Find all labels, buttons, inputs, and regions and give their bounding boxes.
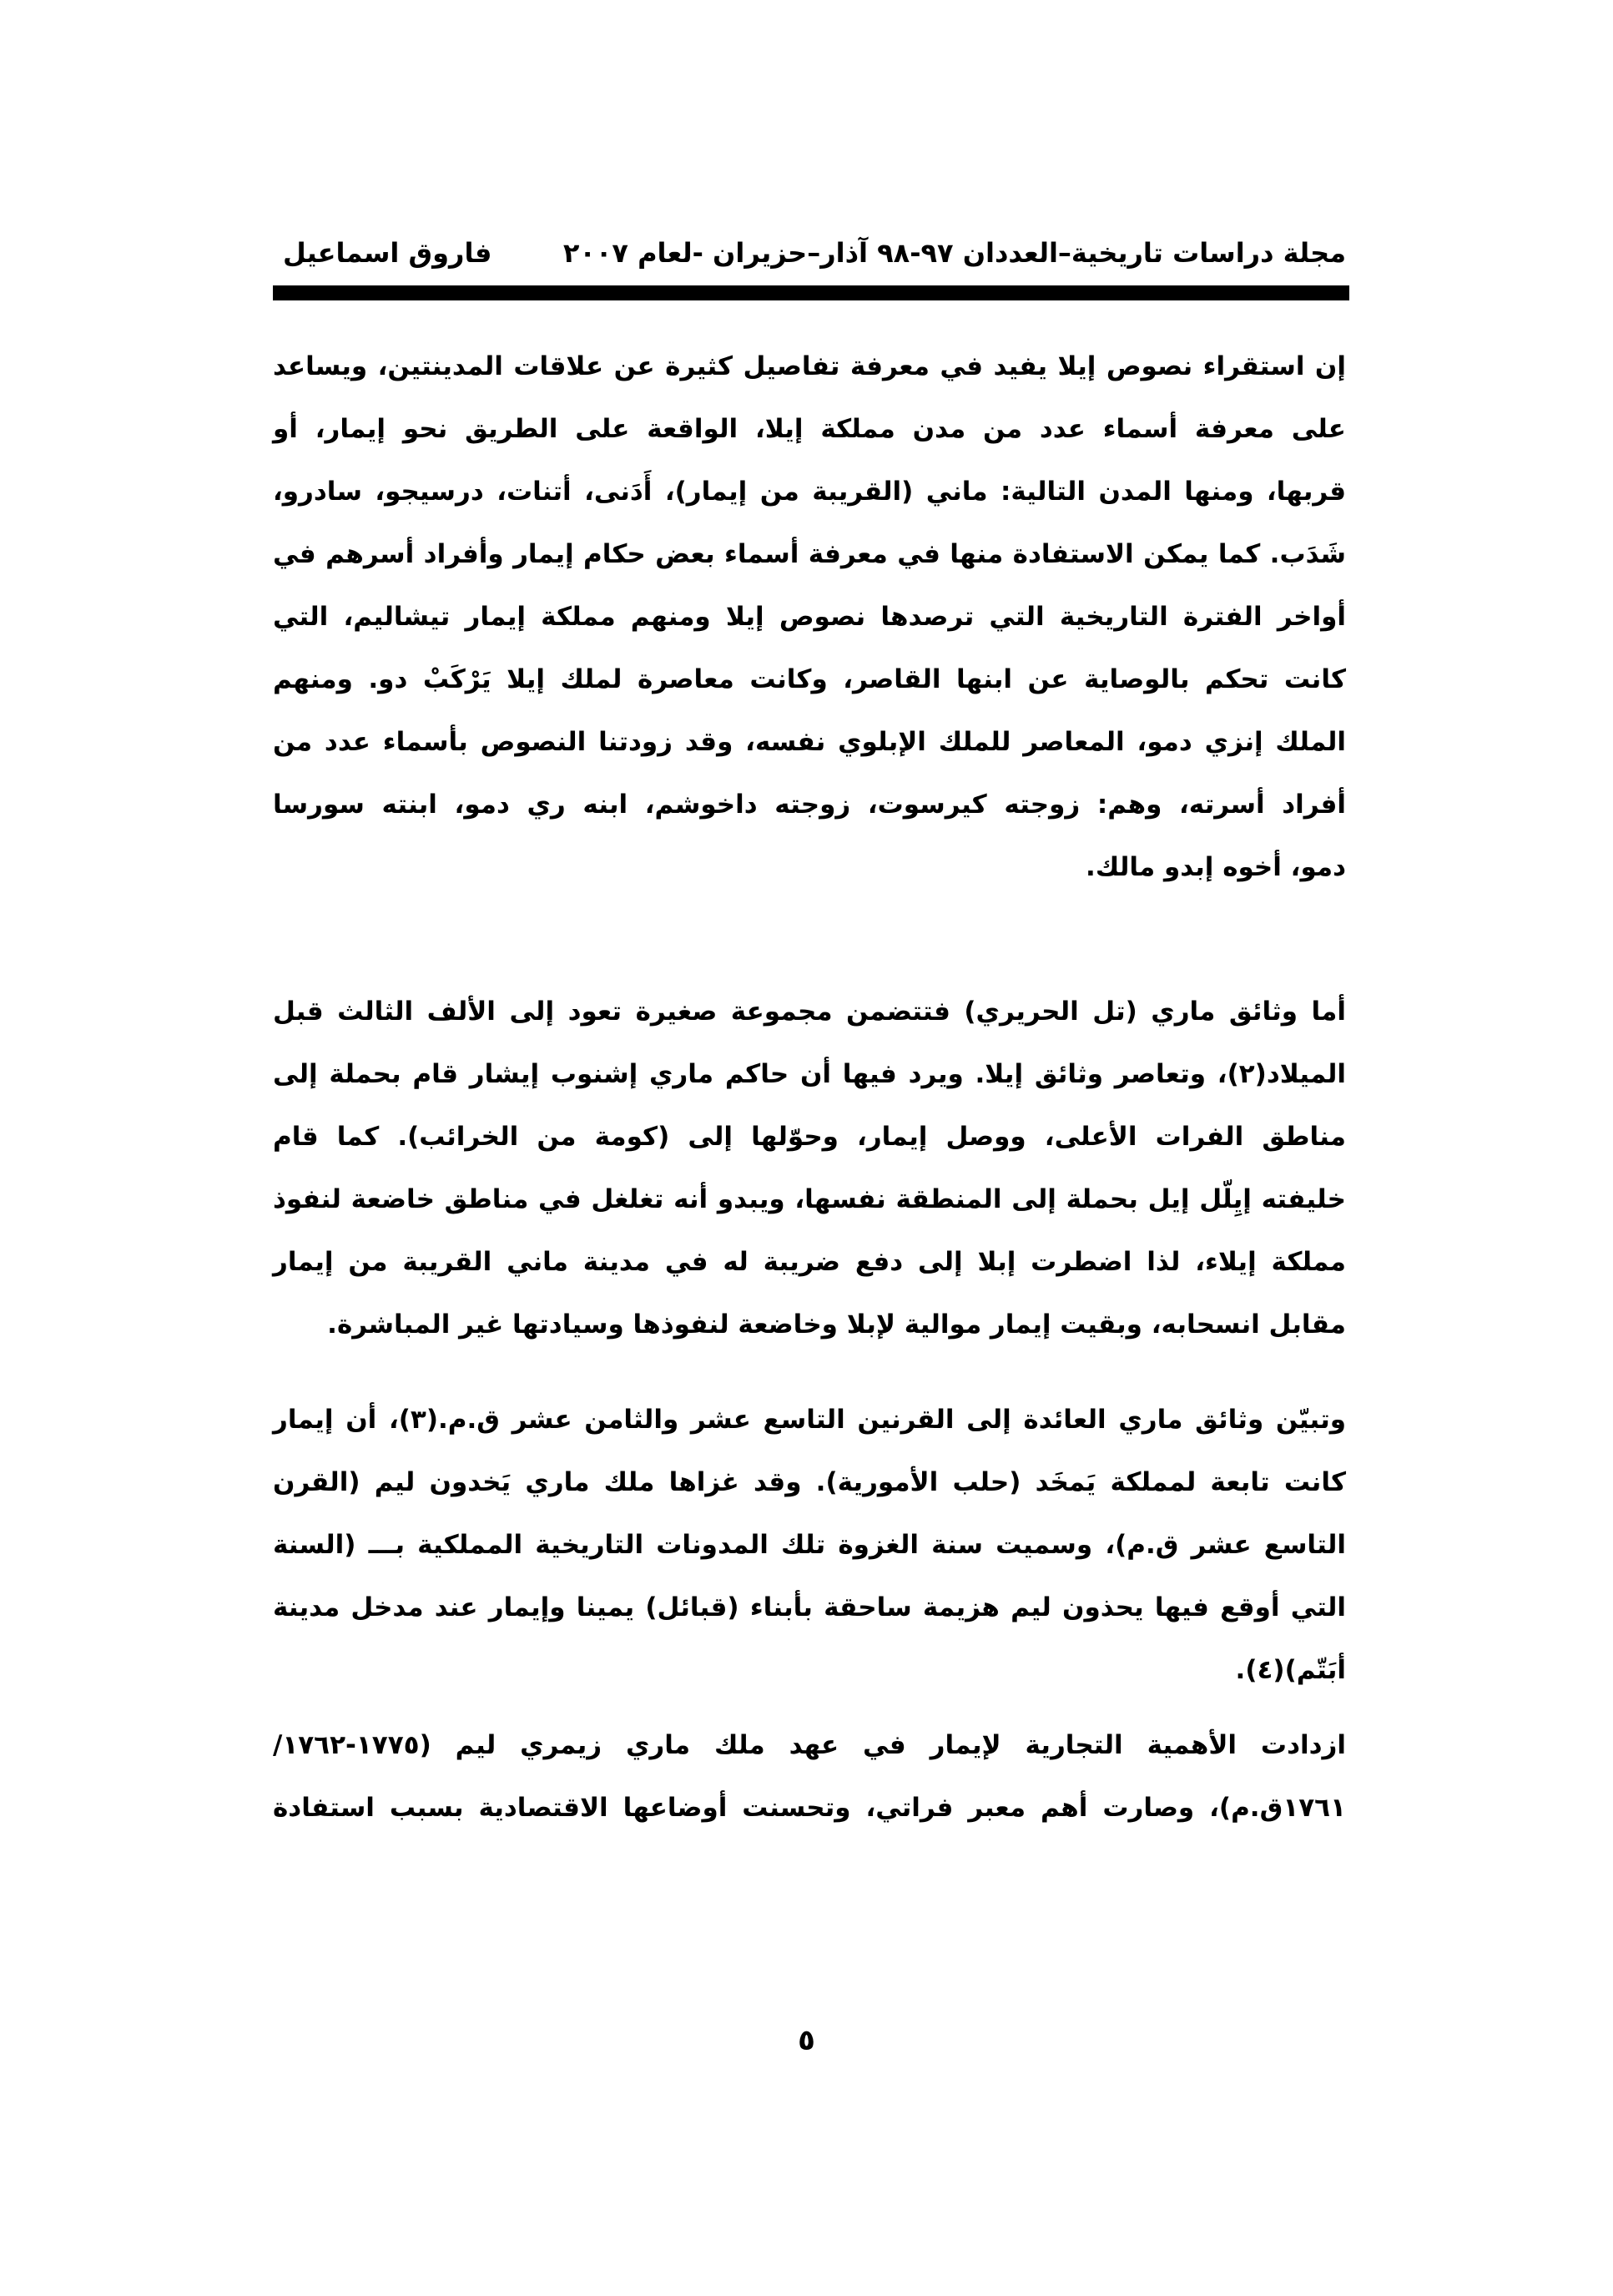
- journal-title: مجلة دراسات تاريخية–العددان ٩٧-٩٨ آذار–حزيران -لعام ٢٠٠٧: [562, 237, 1346, 269]
- text-line: إن استقراء نصوص إيلا يفيد في معرفة تفاصيل كثيرة عن علاقات المدينتين، ويساعد: [273, 351, 1346, 381]
- text-line: التاسع عشر ق.م)، وسميت سنة الغزوة تلك المدونات التاريخية المملكية بـــ (السنة: [273, 1530, 1346, 1560]
- paragraph: [273, 1389, 1346, 1702]
- text-line: وتبيّن وثائق ماري العائدة إلى القرنين التاسع عشر والثامن عشر ق.م.(٣)، أن إيمار: [273, 1405, 1346, 1435]
- text-line: مقابل انسحابه، وبقيت إيمار موالية لإبلا وخاضعة لنفوذها وسيادتها غير المباشرة.: [327, 1309, 1346, 1340]
- text-line: أبَتّم)(٤).: [1235, 1655, 1346, 1685]
- text-line: أما وثائق ماري (تل الحريري) فتتضمن مجموعة صغيرة تعود إلى الألف الثالث قبل: [273, 997, 1346, 1027]
- text-line: الميلاد(٢)، وتعاصر وثائق إيلا. ويرد فيها أن حاكم ماري إشنوب إيشار قام بحملة إلى: [273, 1059, 1346, 1089]
- header-rule: [273, 285, 1349, 300]
- author-name: فاروق اسماعيل: [283, 237, 492, 269]
- text-line: ازدادت الأهمية التجارية لإيمار في عهد ملك ماري زيمري ليم (١٧٧٥-١٧٦٢/: [273, 1730, 1346, 1760]
- text-line: خليفته إيِلّل إيل بحملة إلى المنطقة نفسها، ويبدو أنه تغلغل في مناطق خاضعة لنفوذ: [273, 1184, 1346, 1214]
- text-line: مناطق الفرات الأعلى، ووصل إيمار، وحوّلها إلى (كومة من الخرائب). كما قام: [273, 1122, 1346, 1152]
- paragraph: [273, 1714, 1346, 1839]
- text-line: كانت تحكم بالوصاية عن ابنها القاصر، وكانت معاصرة لملك إيلا يَرْكَبْ دو. ومنهم: [273, 664, 1346, 694]
- text-line: على معرفة أسماء عدد من مدن مملكة إيلا، الواقعة على الطريق نحو إيمار، أو: [273, 414, 1346, 444]
- text-line: أفراد أسرته، وهم: زوجته كيرسوت، زوجته داخوشم، ابنه ري دمو، ابنته سورسا: [273, 790, 1346, 820]
- paragraph: [273, 981, 1346, 1356]
- text-line: قربها، ومنها المدن التالية: ماني (القريبة من إيمار)، أَدَنى، أتنات، درسيجو، سادرو،: [273, 477, 1346, 507]
- text-line: الملك إنزي دمو، المعاصر للملك الإبلوي نفسه، وقد زودتنا النصوص بأسماء عدد من: [273, 727, 1346, 757]
- text-line: دمو، أخوه إبدو مالك.: [1086, 852, 1346, 882]
- paragraph: [273, 336, 1346, 899]
- text-line: شَدَب. كما يمكن الاستفادة منها في معرفة أسماء بعض حكام إيمار وأفراد أسرهم في: [273, 539, 1346, 569]
- text-line: ١٧٦١ق.م)، وصارت أهم معبر فراتي، وتحسنت أوضاعها الاقتصادية بسبب استفادة: [273, 1793, 1346, 1823]
- text-line: مملكة إيلاء، لذا اضطرت إبلا إلى دفع ضريبة له في مدينة ماني القريبة من إيمار: [273, 1247, 1346, 1277]
- running-header: [273, 237, 1346, 279]
- text-line: أواخر الفترة التاريخية التي ترصدها نصوص إيلا ومنهم مملكة إيمار تيشاليم، التي: [273, 602, 1346, 632]
- page-number: ٥: [798, 2024, 815, 2057]
- text-line: كانت تابعة لمملكة يَمخَد (حلب الأمورية). وقد غزاها ملك ماري يَخدون ليم (القرن: [273, 1467, 1346, 1497]
- text-line: التي أوقع فيها يحذون ليم هزيمة ساحقة بأبناء (قبائل) يمينا وإيمار عند مدخل مدينة: [273, 1592, 1346, 1622]
